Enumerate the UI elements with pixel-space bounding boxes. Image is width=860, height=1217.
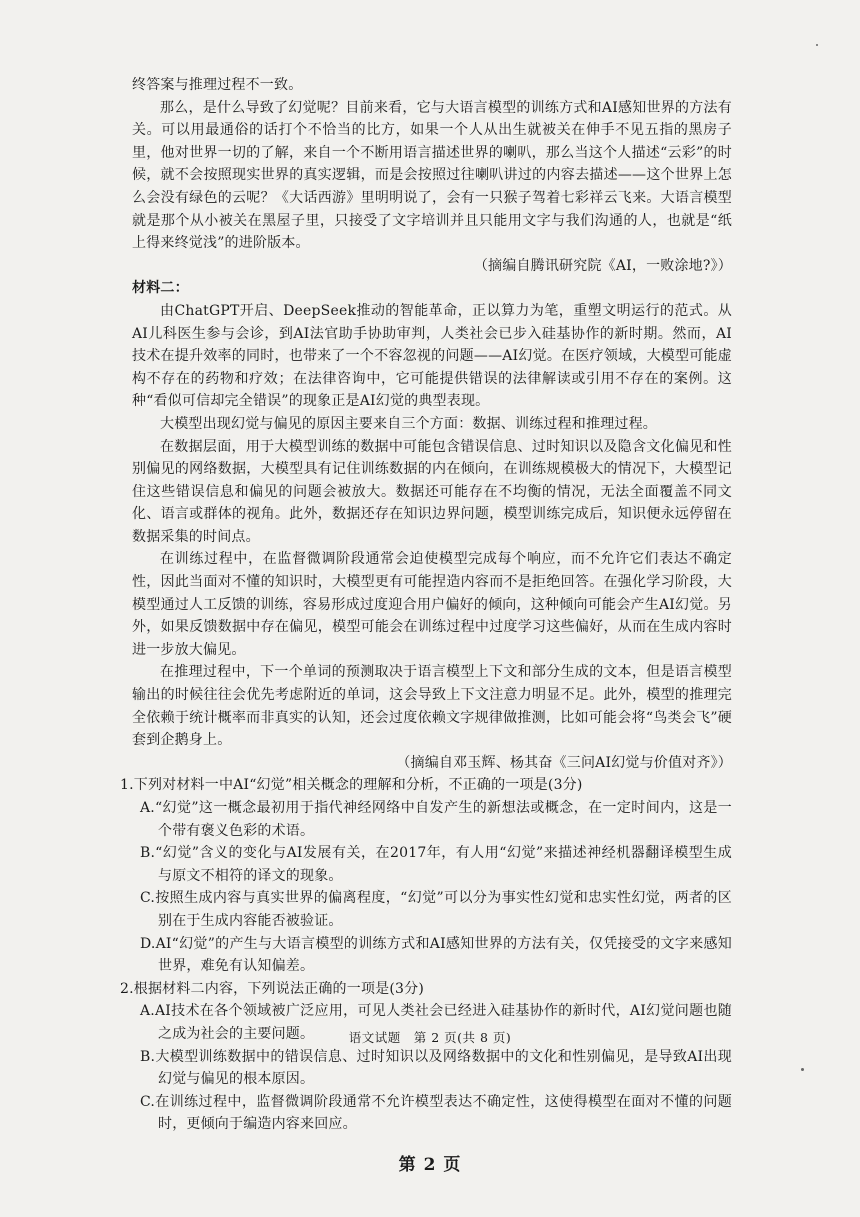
material2-paragraph: 大模型出现幻觉与偏见的原因主要来自三个方面：数据、训练过程和推理过程。 [160, 415, 657, 432]
question-2-stem: 2.根据材料二内容，下列说法正确的一项是(3分) [120, 980, 424, 997]
material1-paragraph: 那么，是什么导致了幻觉呢？目前来看，它与大语言模型的训练方式和AI感知世界的方法有关。可以用最通俗的话打个不恰当的比方，如果一个人从出生就被关在伸手不见五指的黑房子里，他对世界一切的了解，来自一个不断用语言描述世界的喇叭，那么当这个人描述“云彩”的时候，就不会按照现实世界的真实逻辑，而是会按照过往喇叭讲过的内容去描述——这个世界上怎么会没有绿色的云呢？《大话西游》里明明说了，会有一只猴子驾着七彩祥云飞来。大语言模型就是那个从小被关在黑屋子里，只接受了文字培训并且只能用文字与我们沟通的人，也就是“纸上得来终觉浅”的进阶版本。 [132, 99, 732, 252]
material2-paragraph: 在训练过程中，在监督微调阶段通常会迫使模型完成每个响应，而不允许它们表达不确定性，因此当面对不懂的知识时，大模型更有可能捏造内容而不是拒绝回答。在强化学习阶段，大模型通过人工反馈的训练，容易形成过度迎合用户偏好的倾向，这种倾向可能会产生AI幻觉。另外，如果反馈数据中存在偏见，模型可能会在训练过程中过度学习这些偏好，从而在生成内容时进一步放大偏见。 [132, 551, 732, 658]
scan-speck-bottom [801, 1068, 804, 1071]
exam-content [120, 74, 732, 1136]
question-1-stem: 1.下列对材料一中AI“幻觉”相关概念的理解和分析，不正确的一项是(3分) [120, 777, 583, 794]
material2-heading: 材料二： [132, 280, 189, 297]
question-2-option-b: B.大模型训练数据中的错误信息、过时知识以及网络数据中的文化和性别偏见，是导致AI出现幻觉与偏见的根本原因。 [140, 1048, 732, 1088]
question-1-option-b: B.“幻觉”含义的变化与AI发展有关，在2017年，有人用“幻觉”来描述神经机器翻译模型生成与原文不相符的译文的现象。 [140, 845, 732, 884]
question-2-option-a: A.AI技术在各个领域被广泛应用，可见人类社会已经进入硅基协作的新时代，AI幻觉问题也随之成为社会的主要问题。 [140, 1003, 732, 1042]
question-1-option-a: A.“幻觉”这一概念最初用于指代神经网络中自发产生的新想法或概念，在一定时间内，这是一个带有褒义色彩的术语。 [140, 800, 732, 839]
material2-paragraph: 由ChatGPT开启、DeepSeek推动的智能革命，正以算力为笔，重塑文明运行的范式。从AI儿科医生参与会诊，到AI法官助手协助审判，人类社会已步入硅基协作的新时期。然而，AI技术在提升效率的同时，也带来了一个不容忽视的问题——AI幻觉。在医疗领域，大模型可能虚构不存在的药物和疗效；在法律咨询中，它可能提供错误的法律解读或引用不存在的案例。这种“看似可信却完全错误”的现象正是AI幻觉的典型表现。 [132, 302, 732, 410]
material2-paragraph: 在数据层面，用于大模型训练的数据中可能包含错误信息、过时知识以及隐含文化偏见和性别偏见的网络数据，大模型具有记住训练数据的内在倾向，在训练规模极大的情况下，大模型记住这些错误信息和偏见的问题会被放大。数据还可能存在不均衡的情况，无法全面覆盖不同文化、语言或群体的视角。此外，数据还存在知识边界问题，模型训练完成后，知识便永远停留在数据采集的时间点。 [132, 438, 732, 545]
question-1-option-d: D.AI“幻觉”的产生与大语言模型的训练方式和AI感知世界的方法有关，仅凭接受的文字来感知世界，难免有认知偏差。 [140, 935, 732, 975]
material1-source: （摘编自腾讯研究院《AI，一败涂地?》） [473, 257, 732, 274]
question-1-option-c: C.按照生成内容与真实世界的偏离程度，“幻觉”可以分为事实性幻觉和忠实性幻觉，两者的区别在于生成内容能否被验证。 [140, 890, 732, 929]
material2-paragraph: 在推理过程中，下一个单词的预测取决于语言模型上下文和部分生成的文本，但是语言模型输出的时候往往会优先考虑附近的单词，这会导致上下文注意力明显不足。此外，模型的推理完全依赖于统计概率而非真实的认知，还会过度依赖文字规律做推测，比如可能会将“鸟类会飞”硬套到企鹅身上。 [132, 664, 732, 749]
material1-paragraph: 终答案与推理过程不一致。 [132, 77, 303, 93]
scan-speck-top [816, 44, 818, 46]
page-footer: 语文试题 第 2 页(共 8 页) [348, 1030, 512, 1045]
question-2-option-c: C.在训练过程中，监督微调阶段通常不允许模型表达不确定性，这使得模型在面对不懂的问题时，更倾向于编造内容来回应。 [140, 1093, 732, 1133]
page-number: 第 2 页 [398, 1155, 462, 1175]
material2-source: （摘编自邓玉辉、杨其奋《三问AI幻觉与价值对齐》） [396, 754, 732, 771]
